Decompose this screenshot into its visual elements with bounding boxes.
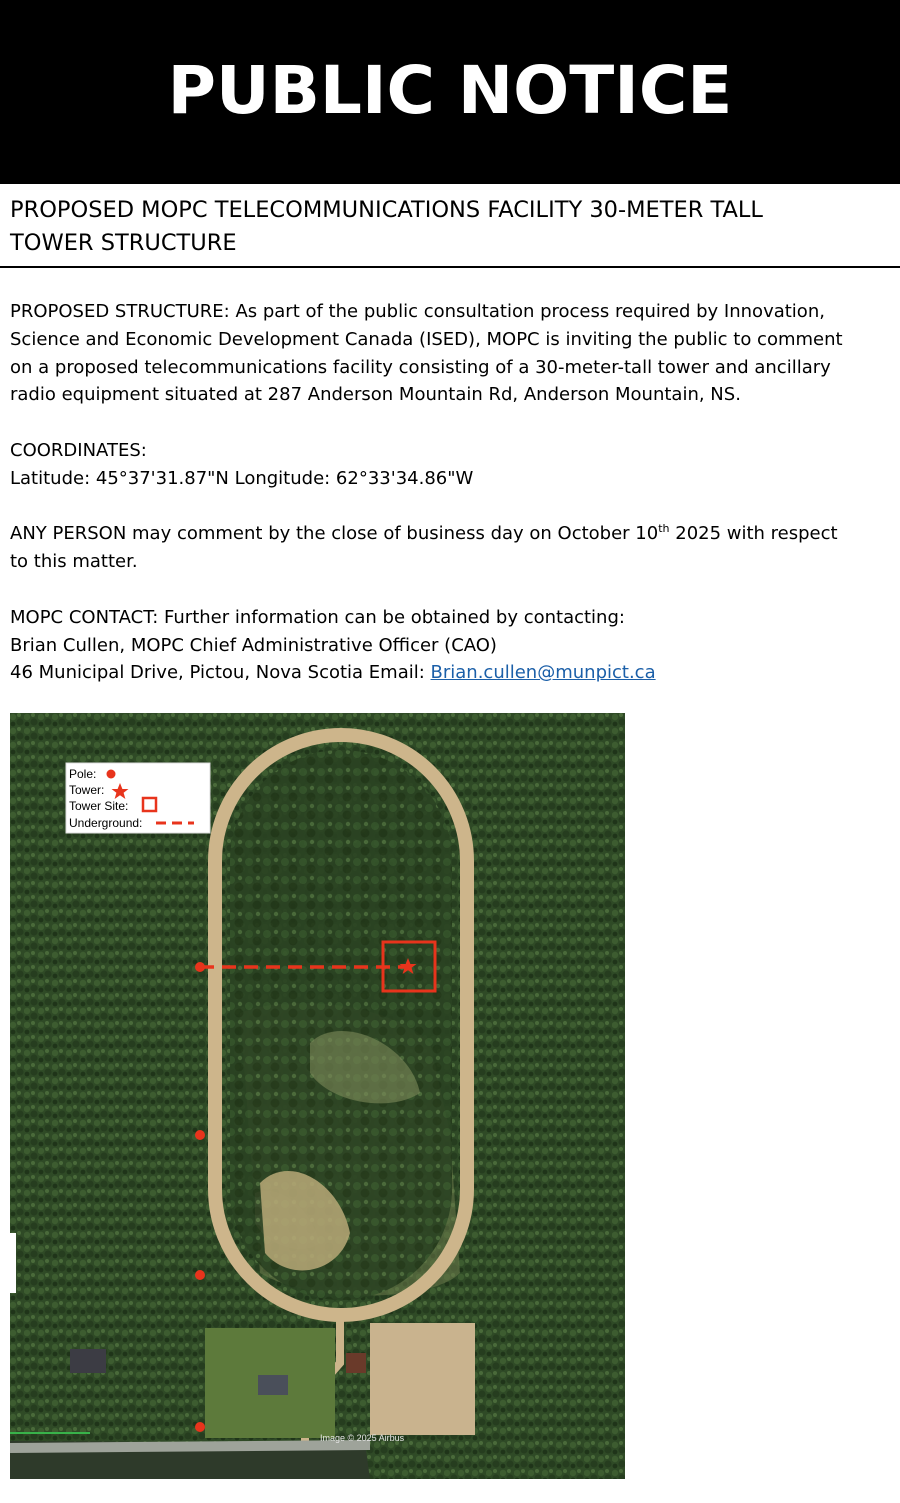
contact-address: 46 Municipal Drive, Pictou, Nova Scotia Email: bbox=[10, 662, 431, 684]
legend-pole-icon bbox=[107, 770, 116, 779]
structure-line-2: Science and Economic Development Canada (ISED), MOPC is inviting the public to comment bbox=[10, 328, 843, 350]
field bbox=[370, 1323, 475, 1435]
coordinates-heading: COORDINATES: bbox=[10, 439, 147, 461]
contact-line-3 bbox=[10, 659, 862, 687]
barn-building bbox=[346, 1353, 366, 1373]
divider bbox=[0, 266, 900, 268]
house-building bbox=[258, 1375, 288, 1395]
coordinates-value: Latitude: 45°37'31.87"N Longitude: 62°33'34.86"W bbox=[10, 467, 474, 489]
email-link[interactable]: Brian.cullen@munpict.ca bbox=[430, 662, 656, 684]
edge-strip bbox=[10, 1233, 16, 1293]
contact-line-1: MOPC CONTACT: Further information can be obtained by contacting: bbox=[10, 606, 625, 628]
map-legend bbox=[66, 763, 210, 833]
pole-marker bbox=[195, 1130, 205, 1140]
legend-tower-label: Tower: bbox=[69, 783, 105, 797]
subject-line-2: TOWER STRUCTURE bbox=[10, 230, 237, 256]
comment-text-before: ANY PERSON may comment by the close of business day on October 10 bbox=[10, 523, 659, 545]
comment-line-2: to this matter. bbox=[10, 551, 138, 573]
pole-marker bbox=[195, 1270, 205, 1280]
header-banner bbox=[0, 0, 900, 184]
legend-underground-label: Underground: bbox=[69, 816, 143, 830]
site-map bbox=[10, 713, 625, 1479]
comment-text-after: 2025 with respect bbox=[669, 523, 838, 545]
main-road bbox=[10, 1445, 370, 1448]
notice-body bbox=[10, 298, 862, 687]
page-title: PUBLIC NOTICE bbox=[167, 51, 733, 129]
pole-marker bbox=[195, 1422, 205, 1432]
comment-line-1 bbox=[10, 520, 862, 548]
structure-line-4: radio equipment situated at 287 Anderson Mountain Rd, Anderson Mountain, NS. bbox=[10, 384, 741, 406]
subject-line-1: PROPOSED MOPC TELECOMMUNICATIONS FACILITY 30-METER TALL bbox=[10, 197, 763, 223]
structure-line-3: on a proposed telecommunications facility consisting of a 30-meter-tall tower and ancillary bbox=[10, 356, 831, 378]
contact-line-2: Brian Cullen, MOPC Chief Administrative Officer (CAO) bbox=[10, 634, 497, 656]
legend-site-label: Tower Site: bbox=[69, 799, 129, 813]
pole-marker bbox=[195, 962, 205, 972]
structure-line-1: PROPOSED STRUCTURE: As part of the public consultation process required by Innovation, bbox=[10, 301, 825, 322]
notice-subject bbox=[10, 194, 870, 260]
neighbor-building bbox=[70, 1349, 106, 1373]
comment-date-suffix: th bbox=[658, 522, 670, 536]
legend-pole-label: Pole: bbox=[69, 767, 97, 781]
image-credit: Image © 2025 Airbus bbox=[320, 1433, 405, 1443]
